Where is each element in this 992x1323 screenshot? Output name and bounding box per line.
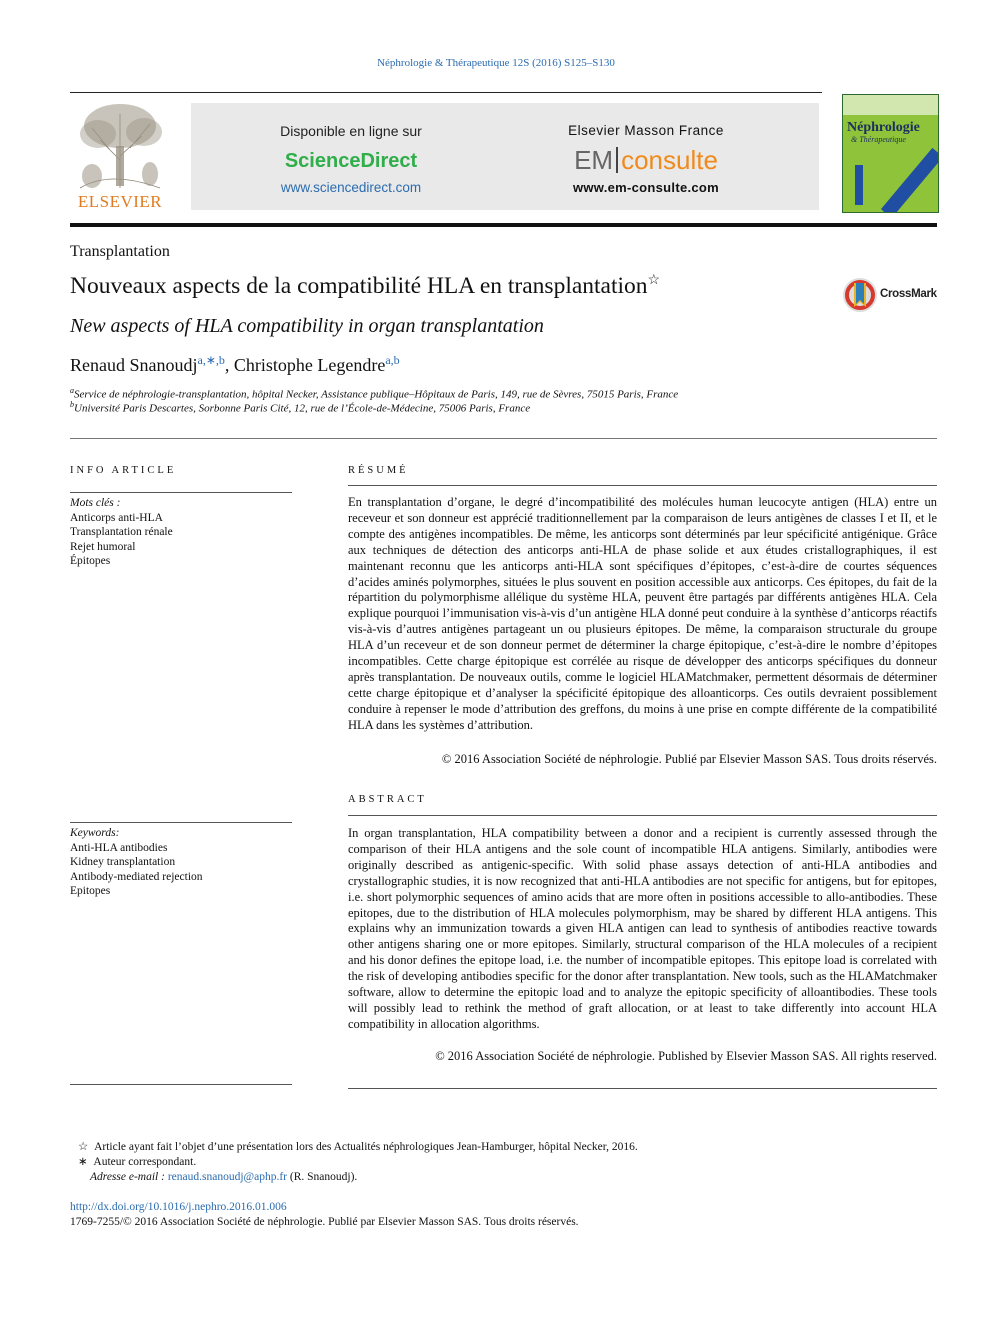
email-link[interactable]: renaud.snanoudj@aphp.fr [167, 1171, 287, 1183]
abstract-heading: ABSTRACT [348, 794, 427, 805]
info-bottom-rule [70, 1084, 292, 1085]
crossmark-label: CrossMark [880, 288, 937, 300]
crossmark-icon [842, 277, 878, 313]
front-matter-rule [70, 438, 937, 439]
available-online-label: Disponible en ligne sur [280, 123, 422, 139]
em-logo-divider [616, 147, 618, 173]
abstract-bottom-rule [348, 1088, 937, 1089]
info-rule [70, 492, 292, 493]
email-owner: (R. Snanoudj). [289, 1171, 358, 1183]
cover-side-bar [855, 165, 863, 205]
resume-heading: RÉSUMÉ [348, 465, 409, 476]
journal-cover-thumbnail[interactable] [842, 94, 939, 213]
abstract-copyright: © 2016 Association Société de néphrologie. Published by Elsevier Masson SAS. All rights reserved. [435, 1049, 937, 1063]
keyword-item: Anticorps anti-HLA [70, 511, 163, 524]
footnote-mark: ☆ [78, 1141, 89, 1153]
journal-reference-link[interactable]: Néphrologie & Thérapeutique 12S (2016) S125–S130 [377, 57, 615, 69]
keyword-item: Rejet humoral [70, 540, 136, 553]
issn-copyright-line: 1769-7255/© 2016 Association Société de néphrologie. Publié par Elsevier Masson SAS. Tous droits réservés. [70, 1216, 579, 1228]
resume-paragraph: En transplantation d’organe, le degré d’incompatibilité des molécules human leucocyte antigen (HLA) entre un receveur et son donneur est apprécié traditionnellement par la comparaison de leurs antigènes de classes I et II, et le compte des antigènes incompatibles. De même, les anticorps sont déterminés par leur spécificité antigénique. Grâce aux techniques de détection des anticorps anti-HLA de phase solide et aux études cristallographiques, il est maintenant reconnu que les anticorps anti-HLA sont spécifiques d’épitopes, c’est-à-dire de courtes séquences d’acides aminés polymorphes, situées le plus souvent en position accessible aux anticorps. Ces épitopes, du fait de la répartition du polymorphisme allélique du système HLA, peuvent être partagés par différents antigènes HLA. Cela explique pourquoi l’immunisation vis-à-vis d’un antigène HLA donné peut conduire à la synthèse d’anticorps réactifs vis-à-vis d’autres antigènes partageant un ou plusieurs épitopes. De même, la comparaison structurale du groupe HLA d’un receveur et de son donneur permet de déterminer la charge épitopique, c’est-à-dire le nombre d’épitopes incompatibles. Cette charge épitopique est corrélée au risque de développer des anticorps spécifiques du donneur après transplantation. De nouveaux outils, comme le logiciel HLAMatchmaker, permettent désormais de déterminer cette charge épitopique et d’analyser la spécificité épitopique des alloanticorps. Ces outils devraient possiblement conduire à repenser le mode d’attribution des greffons, du moins à une prise en compte différente de la compatibilité HLA dans les systèmes d’attribution. [348, 495, 937, 732]
footnote-presentation [78, 1140, 638, 1155]
keyword-item: Epitopes [70, 885, 111, 897]
sciencedirect-logo[interactable]: ScienceDirect [284, 150, 418, 172]
em-consulte-link[interactable]: www.em-consulte.com [572, 180, 720, 195]
article-title [70, 272, 660, 300]
keyword-item: Transplantation rénale [70, 526, 173, 538]
em-consulte-logo[interactable] [496, 145, 796, 176]
author-separator: , [224, 355, 234, 375]
info-article-heading: INFO ARTICLE [70, 465, 177, 476]
author-affiliation-marks[interactable]: a,∗,b [197, 353, 225, 367]
cover-subtitle: & Thérapeutique [851, 135, 906, 144]
resume-rule [348, 485, 937, 486]
crossmark-badge[interactable] [842, 277, 938, 313]
title-footnote-mark[interactable]: ☆ [647, 273, 661, 288]
author-list [70, 353, 400, 376]
author-affiliation-marks[interactable]: a,b [385, 353, 400, 367]
footnote-email [90, 1170, 357, 1185]
keyword-item: Épitopes [70, 555, 111, 567]
author-name[interactable]: Christophe Legendre [233, 355, 386, 375]
header-thick-rule [70, 223, 937, 227]
affiliation-text: Université Paris Descartes, Sorbonne Paris Cité, 12, rue de l’École-de-Médecine, 75006 Paris, France [74, 402, 531, 415]
header-rule [70, 92, 822, 93]
keyword-item: Antibody-mediated rejection [70, 870, 203, 883]
em-consulte-block [496, 103, 796, 210]
resume-copyright: © 2016 Association Société de néphrologie. Publié par Elsevier Masson SAS. Tous droits réservés. [441, 752, 937, 766]
em-publisher-label: Elsevier Masson France [568, 123, 724, 138]
affiliation-b [70, 400, 530, 415]
cover-band [881, 148, 939, 213]
footnote-mark: ∗ [78, 1156, 88, 1168]
doi-link[interactable]: http://dx.doi.org/10.1016/j.nephro.2016.01.006 [70, 1201, 287, 1213]
sciencedirect-block [201, 103, 501, 210]
article-title-text: Nouveaux aspects de la compatibilité HLA en transplantation [70, 272, 648, 299]
keywords-rule [70, 822, 292, 823]
cover-header-strip [843, 95, 938, 115]
affiliation-mark: a [70, 386, 74, 395]
keyword-item: Kidney transplantation [70, 856, 176, 868]
em-logo-right: consulte [621, 145, 718, 175]
affiliation-mark: b [70, 400, 74, 409]
affiliation-a [70, 386, 678, 401]
article-subtitle: New aspects of HLA compatibility in organ transplantation [70, 315, 544, 337]
article-section: Transplantation [70, 243, 170, 260]
footnote-text: Auteur correspondant. [93, 1156, 197, 1168]
abstract-rule [348, 815, 937, 816]
elsevier-logo[interactable] [70, 100, 170, 212]
availability-banner [191, 103, 819, 210]
elsevier-tree-icon [70, 100, 170, 192]
affiliation-text: Service de néphrologie-transplantation, hôpital Necker, Assistance publique–Hôpitaux de Paris, 149, rue de Sèvres, 75015 Paris, France [74, 388, 679, 401]
sciencedirect-link[interactable]: www.sciencedirect.com [280, 180, 422, 195]
footnote-corresponding [78, 1155, 196, 1170]
mots-cles-label: Mots clés : [70, 497, 121, 509]
em-logo-left: EM [574, 145, 614, 175]
keywords-label: Keywords: [70, 827, 120, 839]
keywords-block [70, 826, 203, 899]
author-name[interactable]: Renaud Snanoudj [70, 355, 198, 375]
footnote-text: Article ayant fait l’objet d’une présentation lors des Actualités néphrologiques Jean-Hamburger, hôpital Necker, 2016. [94, 1141, 638, 1153]
keyword-item: Anti-HLA antibodies [70, 841, 168, 854]
email-label: Adresse e-mail : [90, 1171, 165, 1183]
cover-title: Néphrologie [847, 120, 920, 135]
abstract-paragraph: In organ transplantation, HLA compatibility between a donor and a recipient is currently assessed through the comparison of their HLA antigens and the sole count of incompatible HLA antigens. Similarly, antibodies were originally described as antigenic-specific. With solid phase assays detection of anti-HLA antibodies and crystallographic studies, it is now recognized that anti-HLA antibodies are not specific for antigens, but for epitopes, i.e. short polymorphic sequences of amino acids that are more often in positions accessible to allo-antibodies. These epitopes, due to the distribution of HLA molecules polymorphism, may be shared by different HLA antigens. This explains why an immunization towards a given HLA antigen can lead to synthesis of antibodies reactive towards other antigens sharing one or more epitopes. Similarly, structural comparison of the HLA molecules of a recipient and his donor defines the epitope load, i.e. the number of incompatible epitopes. This epitope load is correlated with the risk of developing antibodies specific for the donor after transplantation. New tools, such as the HLAMatchmaker software, allow to determine the epitopic load and to analyze the epitopic specificity of alloantibodies. These tools will possibly lead to rethink the method of graft allocation, or at least to take differently into account HLA compatibility in allocation algorithms. [348, 826, 937, 1031]
mots-cles-block [70, 496, 173, 569]
elsevier-wordmark: ELSEVIER [77, 192, 163, 211]
